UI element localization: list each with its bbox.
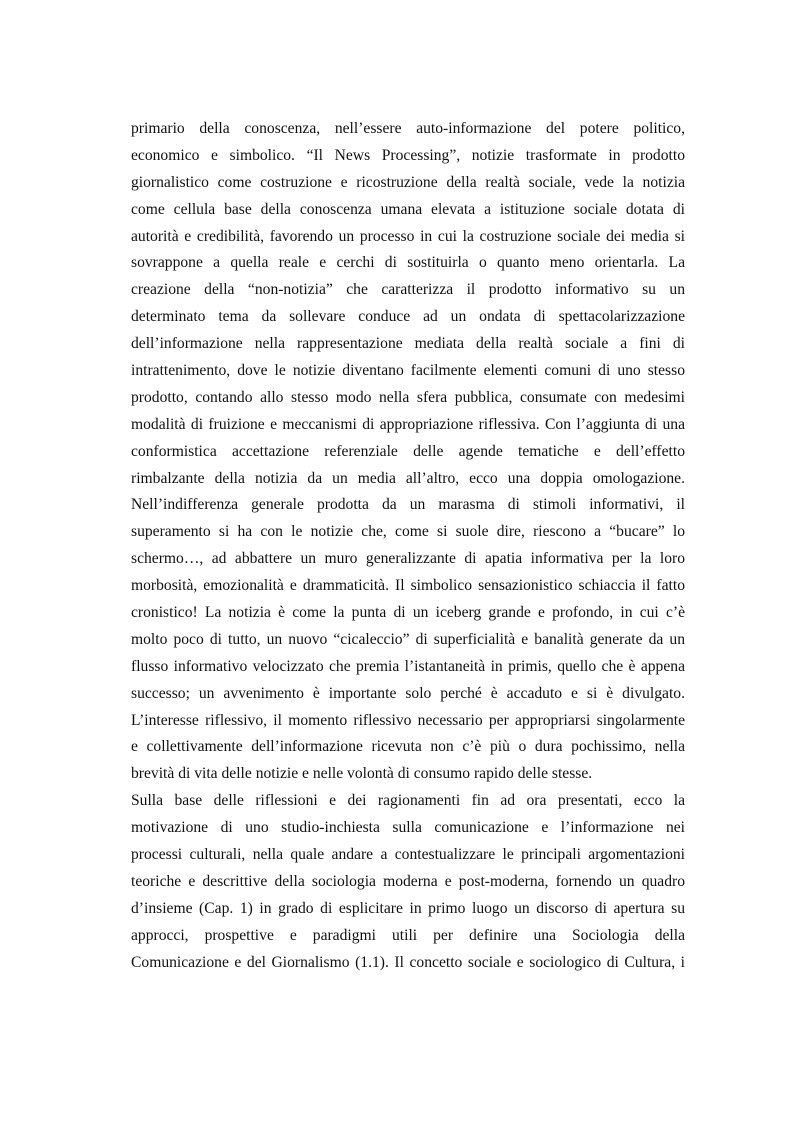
- text-line: cronistico! La notizia è come la punta di un iceberg grande e profondo, in cui c’è: [131, 604, 685, 622]
- text-line: Comunicazione e del Giornalismo (1.1). Il concetto sociale e sociologico di Cultura, i: [131, 953, 685, 971]
- text-line: determinato tema da sollevare conduce ad un ondata di spettacolarizzazione: [131, 308, 685, 326]
- text-line: Sulla base delle riflessioni e dei ragionamenti fin ad ora presentati, ecco la: [131, 792, 685, 810]
- text-line: primario della conoscenza, nell’essere auto-informazione del potere politico,: [131, 120, 685, 137]
- text-line: Nell’indifferenza generale prodotta da un marasma di stimoli informativi, il: [131, 496, 685, 514]
- text-line: motivazione di uno studio-inchiesta sulla comunicazione e l’informazione nei: [131, 819, 685, 837]
- text-line: come cellula base della conoscenza umana elevata a istituzione sociale dotata di: [131, 200, 685, 218]
- text-line: superamento si ha con le notizie che, come si suole dire, riescono a “bucare” lo: [131, 523, 685, 541]
- text-line: conformistica accettazione referenziale delle agende tematiche e dell’effetto: [131, 442, 685, 460]
- text-line: molto poco di tutto, un nuovo “cicaleccio” di superficialità e banalità generate da un: [131, 630, 685, 648]
- text-line: teoriche e descrittive della sociologia moderna e post-moderna, fornendo un quadro: [131, 872, 685, 890]
- text-line: e collettivamente dell’informazione ricevuta non c’è più o dura pochissimo, nella: [131, 738, 685, 756]
- text-line: rimbalzante della notizia da un media all’altro, ecco una doppia omologazione.: [131, 469, 685, 487]
- text-line: autorità e credibilità, favorendo un processo in cui la costruzione sociale dei media si: [131, 227, 685, 245]
- text-line: d’insieme (Cap. 1) in grado di esplicitare in primo luogo un discorso di apertura su: [131, 899, 685, 917]
- text-line: sovrappone a quella reale e cerchi di sostituirla o quanto meno orientarla. La: [131, 254, 685, 272]
- text-line: flusso informativo velocizzato che premia l’istantaneità in primis, quello che è appena: [131, 657, 685, 675]
- text-line: modalità di fruizione e meccanismi di appropriazione riflessiva. Con l’aggiunta di una: [131, 415, 685, 433]
- paragraph-end-line: brevità di vita delle notizie e nelle volontà di consumo rapido delle stesse.: [131, 765, 593, 783]
- text-line: economico e simbolico. “Il News Processing”, notizie trasformate in prodotto: [131, 146, 685, 164]
- body-text: [131, 116, 685, 977]
- text-line: morbosità, emozionalità e drammaticità. Il simbolico sensazionistico schiaccia il fatto: [131, 577, 685, 595]
- text-line: processi culturali, nella quale andare a contestualizzare le principali argomentazioni: [131, 846, 685, 864]
- text-line: intrattenimento, dove le notizie diventano facilmente elementi comuni di uno stesso: [131, 362, 685, 380]
- text-line: L’interesse riflessivo, il momento riflessivo necessario per appropriarsi singolarmente: [131, 711, 685, 729]
- text-line: schermo…, ad abbattere un muro generalizzante di apatia informativa per la loro: [131, 550, 685, 568]
- text-line: dell’informazione nella rappresentazione mediata della realtà sociale a fini di: [131, 335, 685, 353]
- text-line: prodotto, contando allo stesso modo nella sfera pubblica, consumate con medesimi: [131, 388, 685, 406]
- text-line: successo; un avvenimento è importante solo perché è accaduto e si è divulgato.: [131, 684, 685, 702]
- text-line: approcci, prospettive e paradigmi utili per definire una Sociologia della: [131, 926, 685, 944]
- text-line: giornalistico come costruzione e ricostruzione della realtà sociale, vede la notizia: [131, 173, 685, 191]
- text-line: creazione della “non-notizia” che caratterizza il prodotto informativo su un: [131, 281, 685, 299]
